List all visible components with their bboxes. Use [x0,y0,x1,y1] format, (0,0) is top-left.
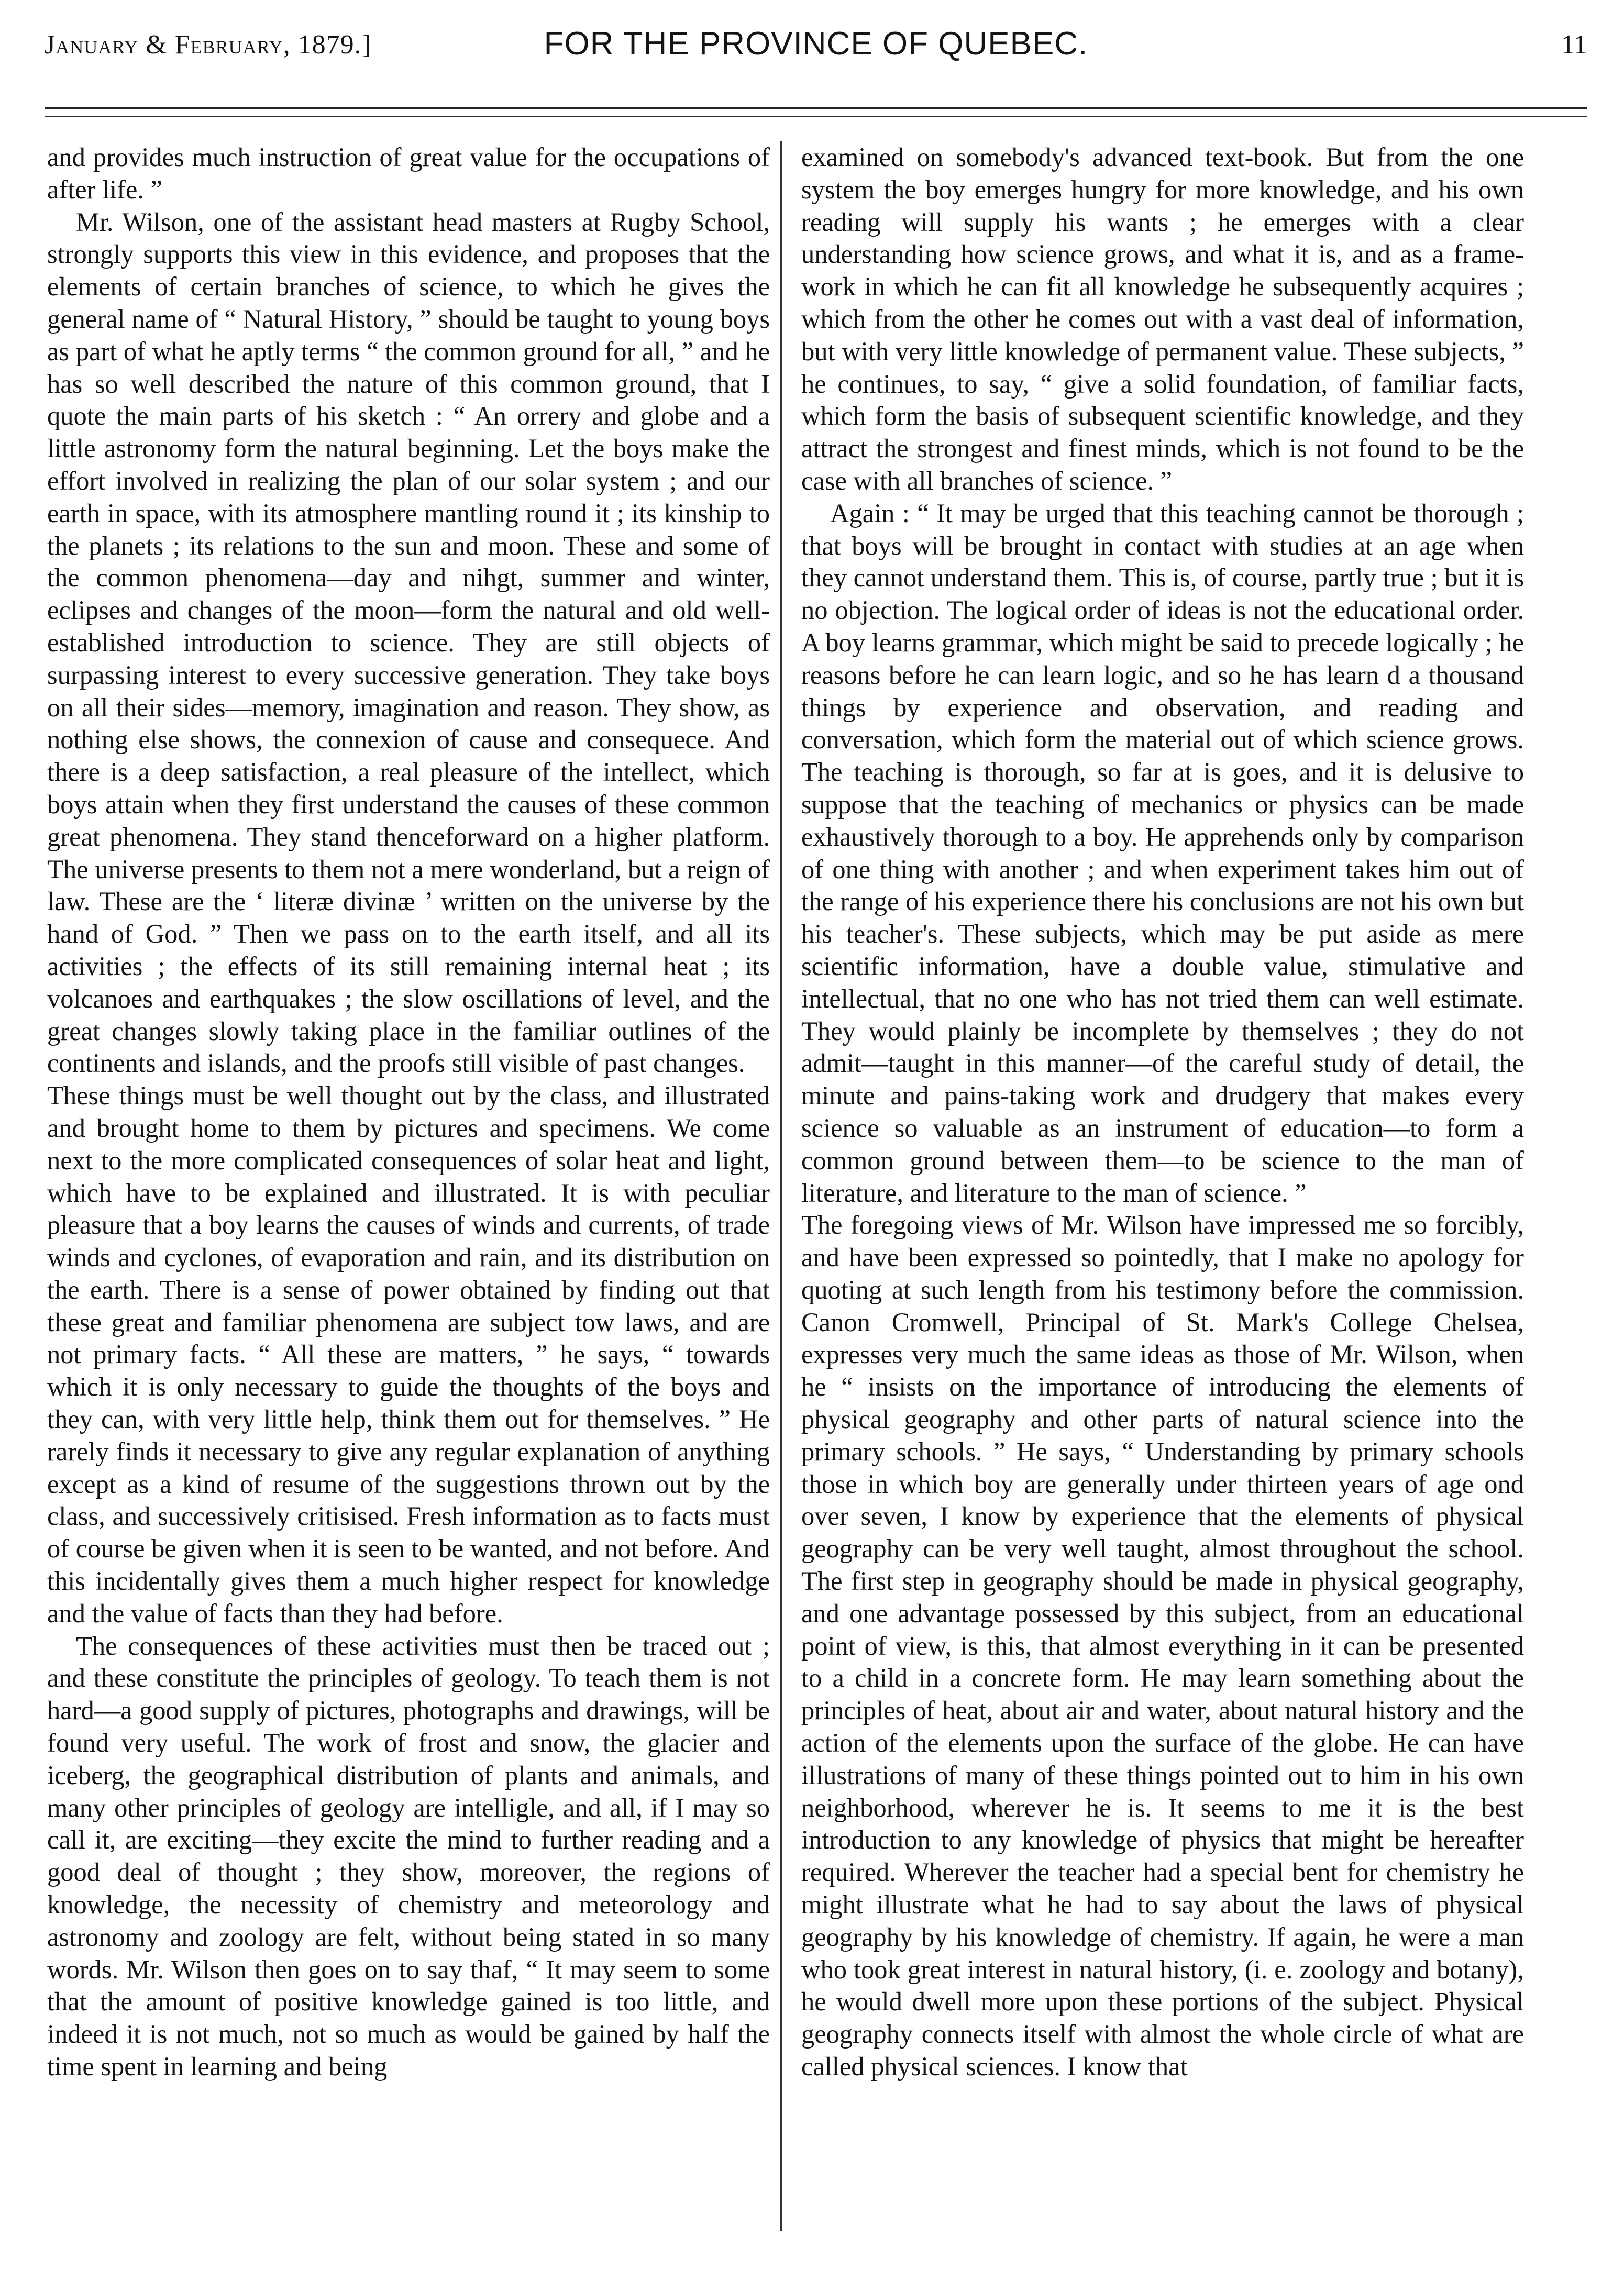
paragraph: examined on somebody's advanced text-book. But from the one system the boy emerges hungry for more knowledge, and his own reading will supply his wants ; he emerges with a clear understanding how science grows, and what it is, and as a frame-work in which he can fit all knowledge he subsequently acquires ; which from the other he comes out with a vast deal of information, but with very little knowledge of permanent value. These subjects, ” he continues, to say, “ give a solid foundation, of familiar facts, which form the basis of subsequent scientific knowledge, and they attract the strongest and finest minds, which is not found to be the case with all branches of science. ” [801,142,1524,495]
paragraph: These things must be well thought out by the class, and illustrated and brought home to them by pictures and specimens. We come next to the more complicated consequences of solar heat and light, which have to be explained and illustrated. It is with peculiar pleasure that a boy learns the causes of winds and currents, of trade winds and cyclones, of evaporation and rain, and its distribution on the earth. There is a sense of power obtained by finding out that these great and familiar phenomena are subject tow laws, and are not primary facts. “ All these are matters, ” he says, “ towards which it is only necessary to guide the thoughts of the boys and they can, with very little help, think them out for themselves. ” He rarely finds it necessary to give any regular explanation of anything except as a kind of resume of the suggestions thrown out by the class, and successively critisised. Fresh information as to facts must of course be given when it is seen to be wanted, and not before. And this incidentally gives them a much higher respect for knowledge and the value of facts than they had before. [47,1081,770,1628]
header-title: FOR THE PROVINCE OF QUEBEC. [544,26,1088,62]
column-divider [780,141,782,2231]
paragraph: The foregoing views of Mr. Wilson have impressed me so forcibly, and have been expressed so pointedly, that I make no apology for quoting at such length from his testimony before the commission. Canon Cromwell, Principal of St. Mark's College Chelsea, expresses very much the same ideas as those of Mr. Wilson, when he “ insists on the importance of introducing the elements of physical geography and other parts of natural science into the primary schools. ” He says, “ Understanding by primary schools those in which boy are generally under thirteen years of age ond over seven, I know by experience that the elements of physical geography can be very well taught, almost throughout the school. The first step in geography should be made in physical geography, and one advantage possessed by this subject, from an educational point of view, is this, that almost everything in it can be presented to a child in a concrete form. He may learn something about the principles of heat, about air and water, about natural history and the action of the elements upon the surface of the globe. He can have illustrations of many of these things pointed out to him in his own neighborhood, wherever he is. It seems to me it is the best introduction to any knowledge of physics that might be hereafter required. Wherever the teacher had a special bent for chemistry he might illustrate what he had to say about the laws of physical geography by his knowledge of chemistry. If again, he were a man who took great interest in natural history, (i. e. zoology and botany), he would dwell more upon these portions of the subject. Physical geography connects itself with almost the whole circle of what are called physical sciences. I know that [801,1210,1524,2082]
paragraph: and provides much instruction of great value for the occupations of after life. ” [47,142,770,204]
header-rule-thin [45,116,1587,117]
paragraph: Mr. Wilson, one of the assistant head masters at Rugby School, strongly supports this view in this evidence, and proposes that the elements of certain branches of science, to which he gives the general name of “ Natural History, ” should be taught to young boys as part of what he aptly terms “ the common ground for all, ” and he has so well described the nature of this common ground, that I quote the main parts of his sketch : “ An orrery and globe and a little astronomy form the natural beginning. Let the boys make the effort involved in realizing the plan of our solar system ; and our earth in space, with its atmosphere mantling round it ; its kinship to the planets ; its relations to the sun and moon. These and some of the common phenomena—day and nihgt, summer and winter, eclipses and changes of the moon—form the natural and old well-established introduction to science. They are still objects of surpassing interest to every successive generation. They take boys on all their sides—memory, imagination and reason. They show, as nothing else shows, the connexion of cause and consequece. And there is a deep satisfaction, a real pleasure of the intellect, which boys attain when they first understand the causes of these common great phenomena. They stand thenceforward on a higher platform. The universe presents to them not a mere wonderland, but a reign of law. These are the ‘ literæ divinæ ’ written on the universe by the hand of God. ” Then we pass on to the earth itself, and all its activities ; the effects of its still remaining internal heat ; its volcanoes and earthquakes ; the slow oscillations of level, and the great changes slowly taking place in the familiar outlines of the continents and islands, and the proofs still visible of past changes. [47,207,770,1078]
page-number: 11 [1561,30,1587,60]
paragraph: The consequences of these activities must then be traced out ; and these constitute the principles of geology. To teach them is not hard—a good supply of pictures, photographs and drawings, will be found very useful. The work of frost and snow, the glacier and iceberg, the geographical distribution of plants and animals, and many other principles of geology are intelligle, and all, if I may so call it, are exciting—they excite the mind to further reading and a good deal of thought ; they show, moreover, the regions of knowledge, the necessity of chemistry and meteorology and astronomy and zoology are felt, without being stated in so many words. Mr. Wilson then goes on to say thaf, “ It may seem to some that the amount of positive knowledge gained is too little, and indeed it is not much, not so much as would be gained by half the time spent in learning and being [47,1631,770,2082]
right-column [801,141,1524,2231]
running-header [45,23,1587,86]
left-column [47,141,770,2231]
header-rule-thick [45,107,1587,109]
header-date: January & February, 1879.] [45,30,371,60]
paragraph: Again : “ It may be urged that this teaching cannot be thorough ; that boys will be brought in contact with studies at an age when they cannot understand them. This is, of course, partly true ; but it is no objection. The logical order of ideas is not the educational order. A boy learns grammar, which might be said to precede logically ; he reasons before he can learn logic, and so he has learn d a thousand things by experience and observation, and reading and conversation, which form the material out of which science grows. The teaching is thorough, so far at is goes, and it is delusive to suppose that the teaching of mechanics or physics can be made exhaustively thorough to a boy. He apprehends only by comparison of one thing with another ; and when experiment takes him out of the range of his experience there his conclusions are not his own but his teacher's. These subjects, which may be put aside as mere scientific information, have a double value, stimulative and intellectual, that no one who has not tried them can well estimate. They would plainly be incomplete by themselves ; they do not admit—taught in this manner—of the careful study of detail, the minute and pains-taking work and drudgery that makes every science so valuable as an instrument of education—to form a common ground between them—to be science to the man of literature, and literature to the man of science. ” [801,498,1524,1208]
